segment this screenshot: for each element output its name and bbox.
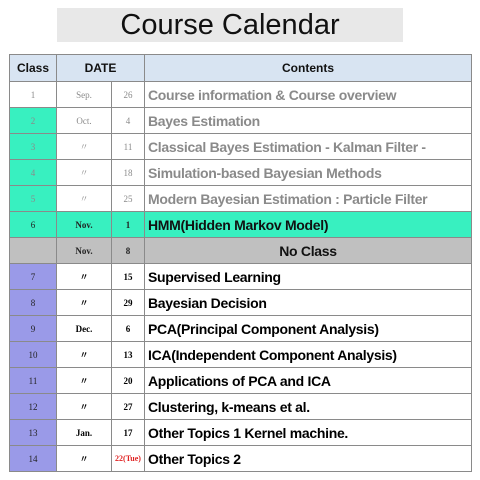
month-cell: Sep. [57, 82, 112, 108]
day-cell: 11 [112, 134, 145, 160]
day-cell: 25 [112, 186, 145, 212]
day-cell: 17 [112, 420, 145, 446]
month-cell: Oct. [57, 108, 112, 134]
course-calendar-table [9, 54, 472, 472]
day-cell: 22(Tue) [112, 446, 145, 472]
contents-cell: PCA(Principal Component Analysis) [145, 316, 472, 342]
day-cell: 6 [112, 316, 145, 342]
contents-cell: Other Topics 2 [145, 446, 472, 472]
contents-cell: Clustering, k-means et al. [145, 394, 472, 420]
title-banner [57, 8, 403, 42]
day-cell: 8 [112, 238, 145, 264]
month-cell: Nov. [57, 212, 112, 238]
table-row [10, 342, 472, 368]
month-cell: 〃 [57, 186, 112, 212]
month-cell: 〃 [57, 342, 112, 368]
header-row [10, 55, 472, 82]
day-cell: 4 [112, 108, 145, 134]
table-row [10, 108, 472, 134]
contents-cell: Course information & Course overview [145, 82, 472, 108]
contents-cell: Applications of PCA and ICA [145, 368, 472, 394]
contents-cell: ICA(Independent Component Analysis) [145, 342, 472, 368]
table-row [10, 316, 472, 342]
class-number-cell: 1 [10, 82, 57, 108]
contents-cell: Simulation-based Bayesian Methods [145, 160, 472, 186]
month-cell: 〃 [57, 368, 112, 394]
class-number-cell: 12 [10, 394, 57, 420]
contents-cell: HMM(Hidden Markov Model) [145, 212, 472, 238]
table-row [10, 212, 472, 238]
class-number-cell: 8 [10, 290, 57, 316]
month-cell: 〃 [57, 264, 112, 290]
month-cell: 〃 [57, 160, 112, 186]
class-number-cell: 5 [10, 186, 57, 212]
header-class: Class [10, 55, 57, 82]
day-cell: 1 [112, 212, 145, 238]
class-number-cell: 6 [10, 212, 57, 238]
month-cell: 〃 [57, 290, 112, 316]
table-row [10, 420, 472, 446]
header-contents: Contents [145, 55, 472, 82]
header-date: DATE [57, 55, 145, 82]
class-number-cell: 7 [10, 264, 57, 290]
day-cell: 26 [112, 82, 145, 108]
table-row [10, 134, 472, 160]
day-cell: 27 [112, 394, 145, 420]
table-row [10, 368, 472, 394]
day-cell: 13 [112, 342, 145, 368]
table-row [10, 446, 472, 472]
class-number-cell: 13 [10, 420, 57, 446]
month-cell: Dec. [57, 316, 112, 342]
table-row [10, 290, 472, 316]
month-cell: Jan. [57, 420, 112, 446]
class-number-cell: 3 [10, 134, 57, 160]
day-cell: 29 [112, 290, 145, 316]
contents-cell: Bayesian Decision [145, 290, 472, 316]
day-cell: 15 [112, 264, 145, 290]
month-cell: Nov. [57, 238, 112, 264]
class-number-cell: 4 [10, 160, 57, 186]
table-row [10, 238, 472, 264]
day-cell: 18 [112, 160, 145, 186]
table-row [10, 82, 472, 108]
page-title: Course Calendar [120, 8, 340, 41]
contents-cell: Modern Bayesian Estimation : Particle Filter [145, 186, 472, 212]
contents-cell: Supervised Learning [145, 264, 472, 290]
contents-cell: Bayes Estimation [145, 108, 472, 134]
contents-cell: No Class [145, 238, 472, 264]
class-number-cell: 2 [10, 108, 57, 134]
class-number-cell [10, 238, 57, 264]
month-cell: 〃 [57, 134, 112, 160]
class-number-cell: 14 [10, 446, 57, 472]
table-row [10, 264, 472, 290]
table-row [10, 394, 472, 420]
class-number-cell: 11 [10, 368, 57, 394]
month-cell: 〃 [57, 394, 112, 420]
day-cell: 20 [112, 368, 145, 394]
table-row [10, 160, 472, 186]
contents-cell: Other Topics 1 Kernel machine. [145, 420, 472, 446]
class-number-cell: 10 [10, 342, 57, 368]
table-row [10, 186, 472, 212]
month-cell: 〃 [57, 446, 112, 472]
contents-cell: Classical Bayes Estimation - Kalman Filter - [145, 134, 472, 160]
class-number-cell: 9 [10, 316, 57, 342]
